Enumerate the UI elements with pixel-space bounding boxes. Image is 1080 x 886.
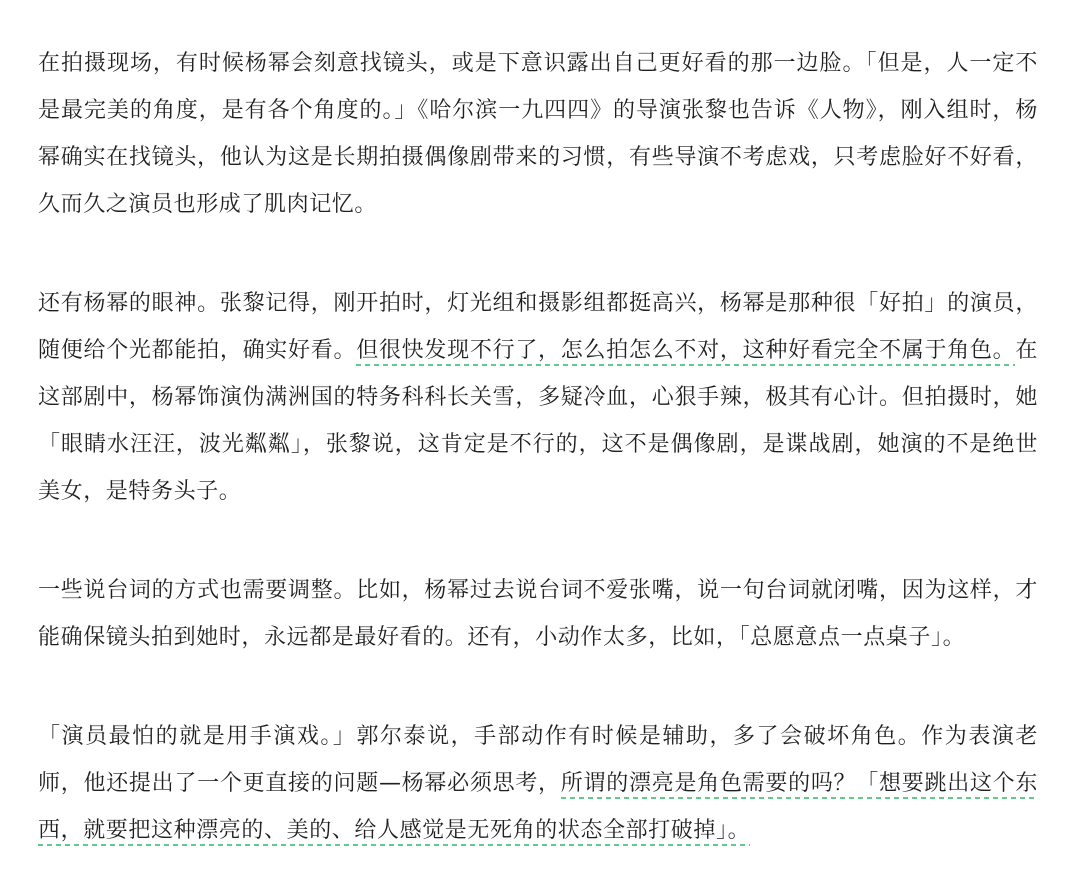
paragraph-3 — [38, 567, 1038, 661]
paragraph-3-text: 一些说台词的方式也需要调整。比如，杨幂过去说台词不爱张嘴，说一句台词就闭嘴，因为这样，才能确保镜头拍到她时，永远都是最好看的。还有，小动作太多，比如，「总愿意点一点桌子」。 — [38, 578, 1038, 650]
paragraph-4-highlight[interactable]: 所谓的漂亮是角色需要的吗？「想要跳出这个东西，就要把这种漂亮的、美的、给人感觉是无死角的状态全部打破掉」。 — [38, 771, 1038, 849]
paragraph-2-highlight[interactable]: 但很快发现不行了，怎么拍怎么不对，这种好看完全不属于角色。 — [356, 338, 1015, 369]
paragraph-2 — [38, 280, 1038, 515]
paragraph-4-text: 「演员最怕的就是用手演戏。」郭尔泰说，手部动作有时候是辅助，多了会破坏角色。作为表演老师，他还提出了一个更直接的问题—杨幂必须思考， — [38, 724, 1038, 796]
paragraph-1-text: 在拍摄现场，有时候杨幂会刻意找镜头，或是下意识露出自己更好看的那一边脸。「但是，人一定不是最完美的角度，是有各个角度的。」《哈尔滨一九四四》的导演张黎也告诉《人物》，刚入组时，杨幂确实在找镜头，他认为这是长期拍摄偶像剧带来的习惯，有些导演不考虑戏，只考虑脸好不好看，久而久之演员也形成了肌肉记忆。 — [38, 51, 1038, 217]
paragraph-4 — [38, 713, 1038, 854]
paragraph-2-text-a: 还有杨幂的眼神。张黎记得，刚开拍时，灯光组和摄影组都挺高兴，杨幂是那种很「好拍」的演员，随便给个光都能拍，确实好看。 — [38, 291, 1038, 363]
paragraph-1 — [38, 40, 1038, 228]
paragraph-2-text-b: 在这部剧中，杨幂饰演伪满洲国的特务科科长关雪，多疑冷血，心狠手辣，极其有心计。但拍摄时，她「眼睛水汪汪，波光粼粼」，张黎说，这肯定是不行的，这不是偶像剧，是谍战剧，她演的不是绝世美女，是特务头子。 — [38, 338, 1038, 504]
article-body — [38, 40, 1038, 854]
